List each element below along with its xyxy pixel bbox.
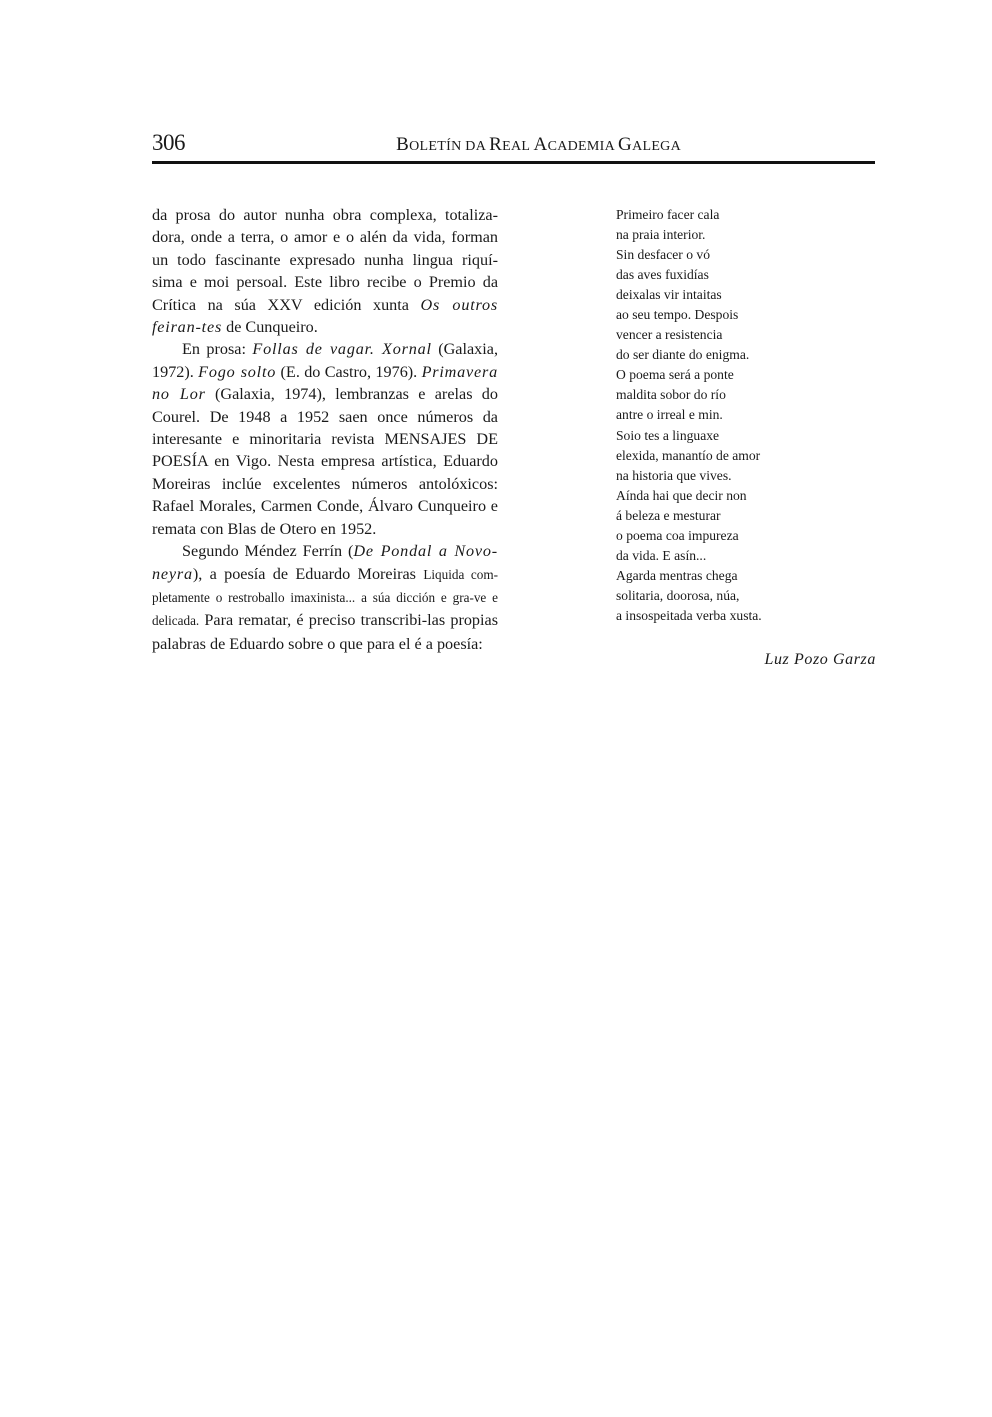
paragraph-text: ), a poesía de Eduardo Moreiras — [192, 564, 424, 583]
page-header — [152, 128, 875, 162]
paragraph-text: (E. do Castro, 1976). — [276, 362, 422, 381]
poem-line: Sin desfacer o vó — [616, 247, 710, 263]
running-head-small-caps: OLETÍN DA — [409, 139, 490, 154]
running-head-small-caps: CADEMIA — [547, 139, 619, 154]
poem-line: elexida, manantío de amor — [616, 447, 761, 463]
poem-line: na praia interior. — [616, 227, 706, 243]
book-title: Primavera no Lor — [152, 362, 499, 404]
poem-line: da vida. E asín... — [616, 547, 707, 563]
poem-line: maldita sobor do río — [616, 387, 726, 403]
poem-line: das aves fuxidías — [616, 267, 709, 283]
poem-line: Primeiro facer cala — [616, 207, 720, 222]
poem-line: do ser diante do enigma. — [616, 347, 750, 363]
running-head — [396, 134, 681, 156]
poem-line: O poema será a ponte — [616, 367, 734, 383]
paragraph-text: de Cunqueiro. — [222, 318, 318, 337]
paragraph-text: Segundo Méndez Ferrín ( — [182, 542, 354, 561]
author-signature: Luz Pozo Garza — [764, 651, 876, 668]
poem-line: á beleza e mesturar — [616, 507, 721, 523]
book-title: Os outros feiran-tes — [152, 295, 498, 337]
running-head-initial: R — [489, 134, 503, 155]
poem-line: antre o irreal e min. — [616, 407, 723, 423]
paragraph-text: da prosa do autor nunha obra complexa, totaliza-dora, onde a terra, o amor e o alén da vida, forman un todo fascinante expresado nunha lingua riquí-sima e moi persoal. Este libro recibe o Premio da Crítica na súa XXV edición xunta — [152, 206, 498, 314]
running-head-initial: B — [396, 134, 410, 155]
running-head-small-caps: EAL — [502, 139, 534, 154]
book-title: Fogo solto — [198, 362, 277, 381]
poem-line: Aínda hai que decir non — [616, 487, 747, 503]
book-title: Follas de vagar. Xornal — [252, 340, 432, 359]
poem-line: Soio tes a linguaxe — [616, 427, 720, 443]
poem-line: ao seu tempo. Despois — [616, 307, 739, 323]
paragraph-text: (Galaxia, 1972). — [152, 340, 498, 381]
header-rule — [152, 161, 875, 164]
poem — [616, 205, 876, 626]
book-title: De Pondal a Novo-neyra — [152, 542, 498, 583]
poem-line: Agarda mentras chega — [616, 567, 738, 583]
quotation: Liquida com-pletamente o restroballo imaxinista... a súa dicción e gra-ve e delicada. — [152, 566, 498, 629]
paragraph-text: Para rematar, é preciso transcribi-las propias palabras de Eduardo sobre o que para el é a poesía: — [152, 611, 498, 653]
paragraph — [152, 204, 498, 338]
poem-line: vencer a resistencia — [616, 327, 723, 343]
running-head-small-caps: ALEGA — [632, 139, 681, 154]
poem-line: o poema coa impureza — [616, 527, 739, 543]
poem-line: na historia que vives. — [616, 467, 732, 483]
running-head-initial: G — [618, 134, 633, 155]
paragraph-text: En prosa: — [182, 340, 253, 359]
running-head-initial: A — [533, 134, 548, 155]
poem-column — [616, 205, 876, 668]
left-text-column — [152, 204, 498, 655]
paragraph — [152, 540, 498, 655]
paragraph-text: (Galaxia, 1974), lembranzas e arelas do Courel. De 1948 a 1952 saen once números da interesante e minoritaria revista MENSAJES DE POESÍA en Vigo. Nesta empresa artística, Eduardo Moreiras inclúe excelentes números antolóxicos: Rafael Morales, Carmen Conde, Álvaro Cunqueiro e remata con Blas de Otero en 1952. — [152, 385, 498, 538]
poem-line: solitaria, doorosa, núa, — [616, 587, 740, 603]
paragraph — [152, 338, 498, 540]
poem-line: deixalas vir intaitas — [616, 287, 722, 303]
page-number: 306 — [152, 130, 185, 155]
poem-line: a insospeitada verba xusta. — [616, 607, 762, 623]
